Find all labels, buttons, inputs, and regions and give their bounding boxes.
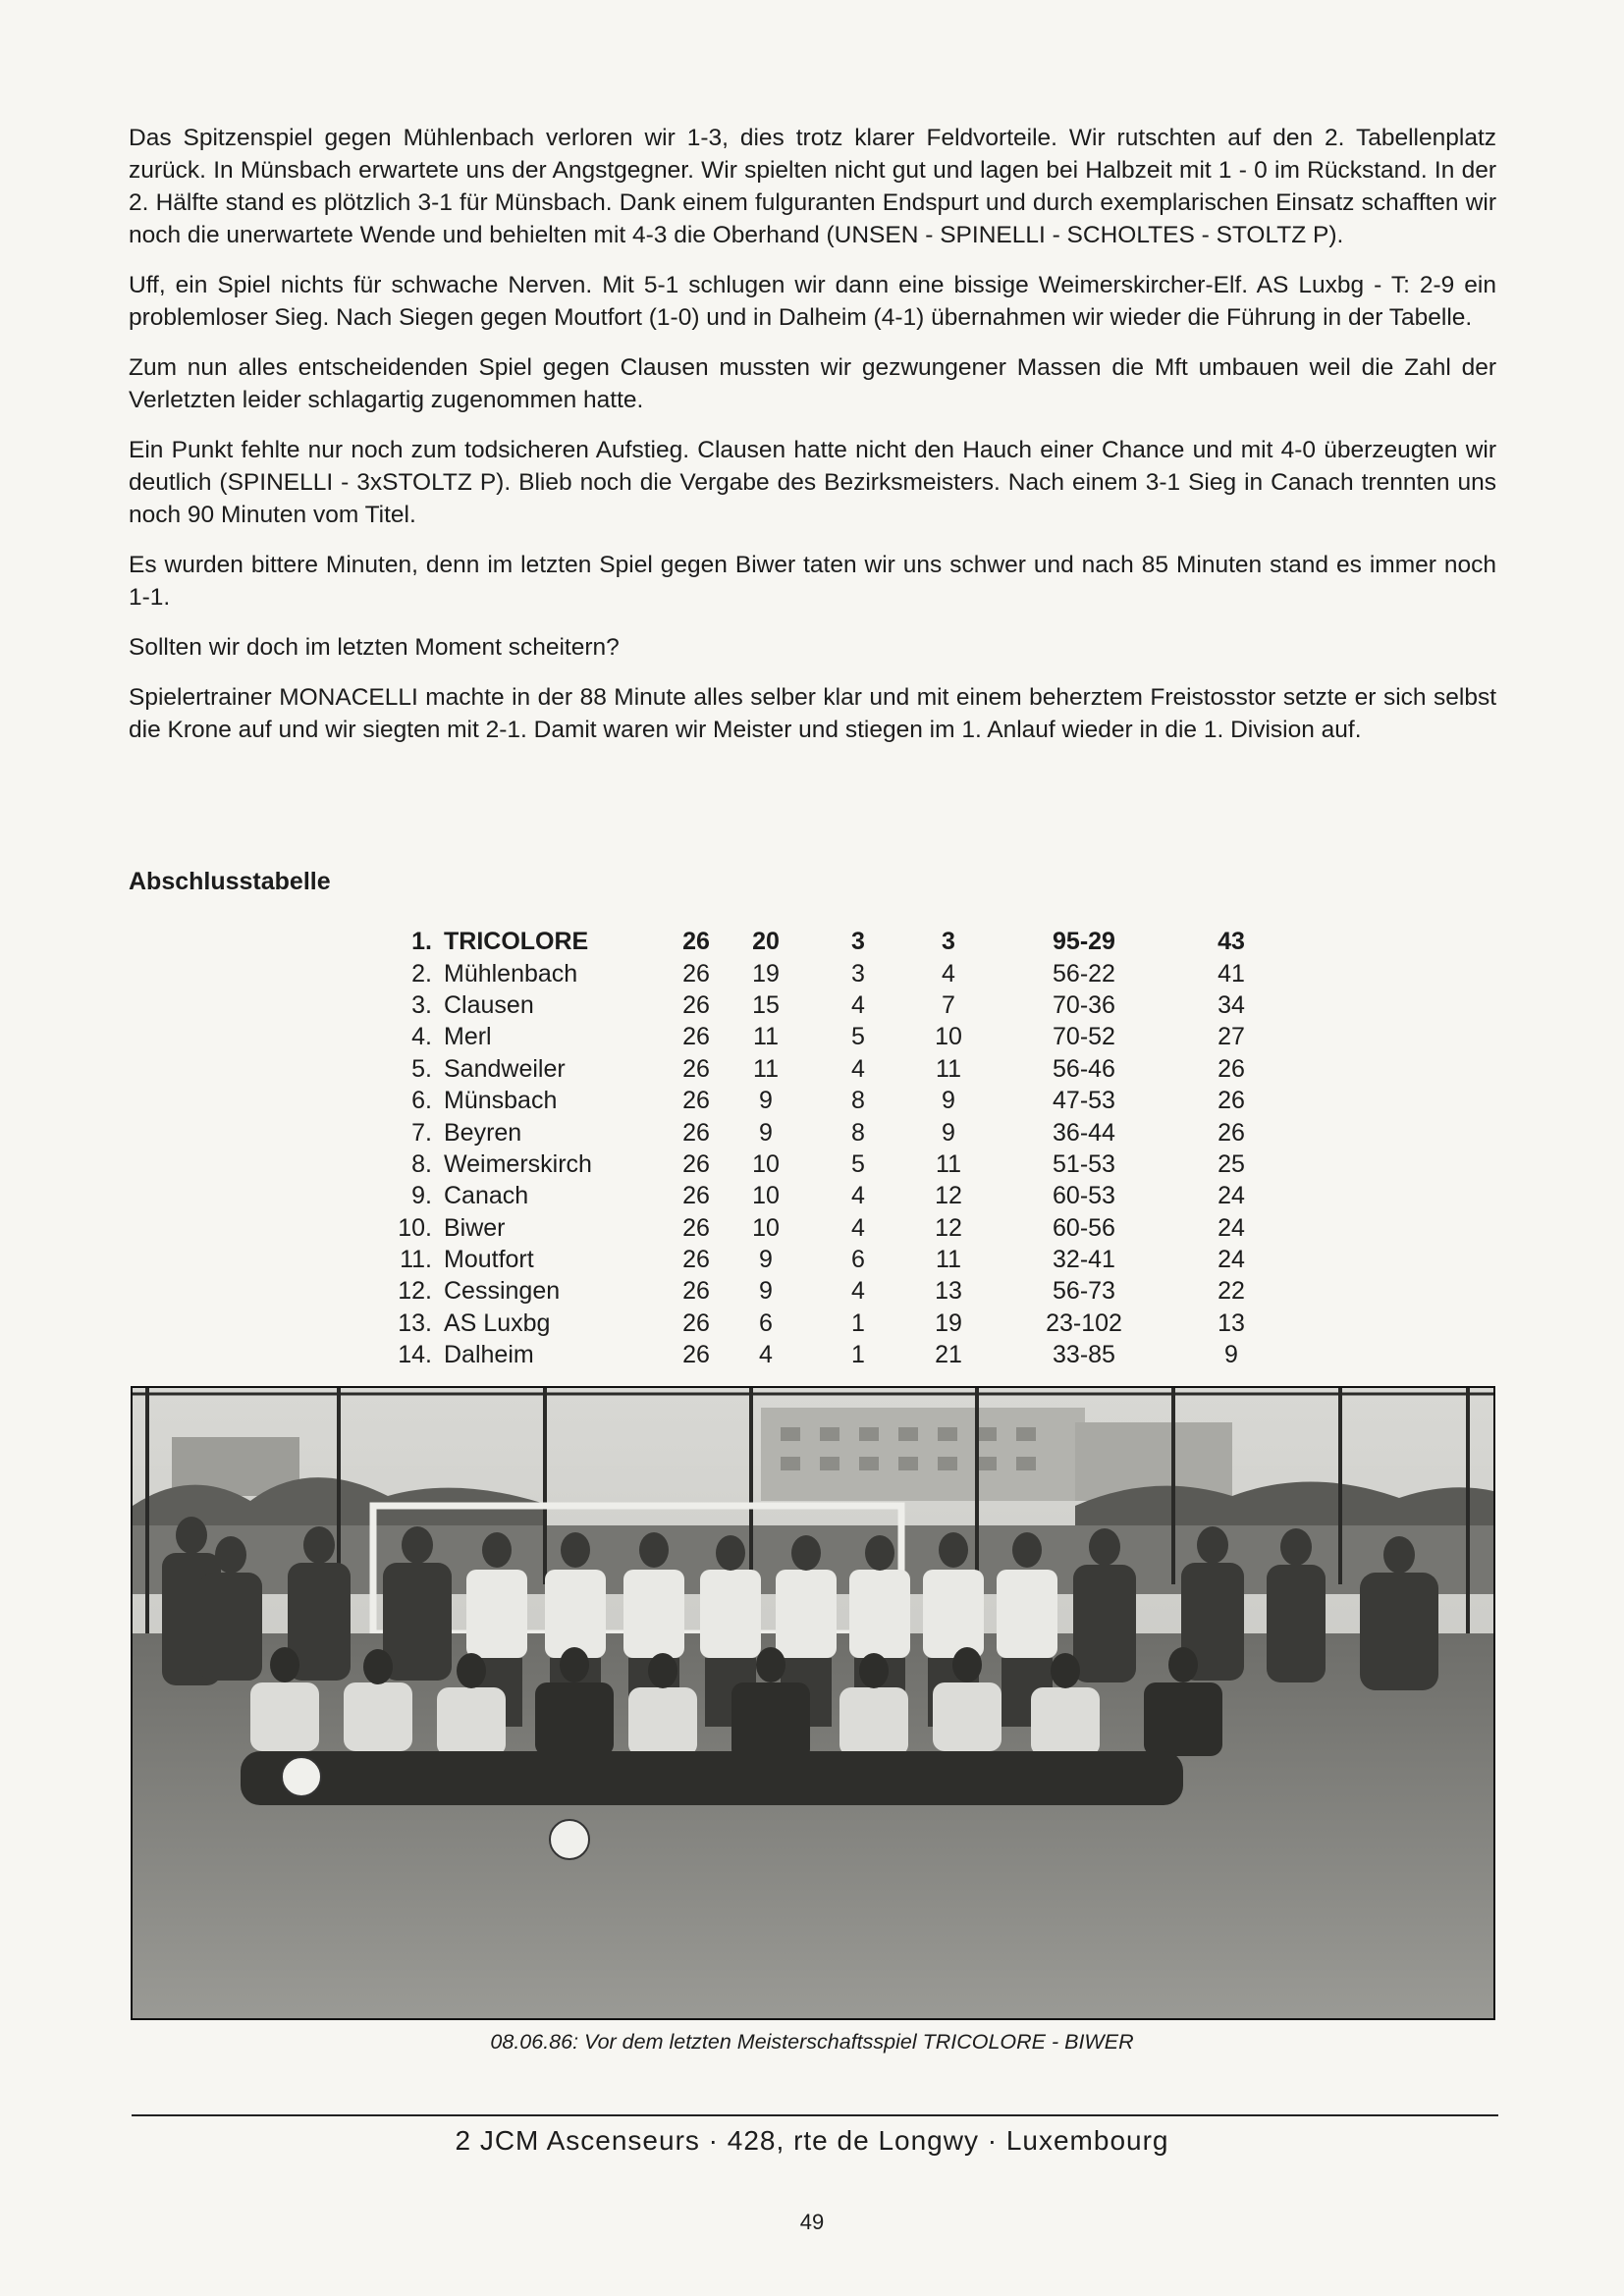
standings-rank: 14. [398,1341,432,1369]
paragraph: Das Spitzenspiel gegen Mühlenbach verloren wir 1-3, dies trotz klarer Feldvorteile. Wir rutschten auf den 2. Tabellenplatz zurück. In Münsbach erwartete uns der Angstgegner. Wir spielten nicht gut und lagen bei Halbzeit mit 1 - 0 im Rückstand. In der 2. Hälfte stand es plötzlich 3-1 für Münsbach. Dank einem fulguranten Endspurt und durch exemplarischen Einsatz schafften wir noch die unerwartete Wende und behielten mit 4-3 die Oberhand (UNSEN - SPINELLI - SCHOLTES - STOLTZ P). [129,125,1496,248]
standings-drawn: 3 [851,928,865,956]
standings-lost: 4 [942,959,955,988]
standings-team: Biwer [444,1213,506,1242]
standings-played: 26 [682,1023,710,1051]
team-photo [131,1386,1495,2020]
standings-rank: 8. [411,1149,432,1178]
standings-drawn: 4 [851,1182,865,1210]
standings-lost: 3 [942,928,955,956]
standings-played: 26 [682,1213,710,1242]
standings-team: Beyren [444,1118,522,1147]
standings-points: 34 [1218,990,1245,1019]
standings-team: Moutfort [444,1246,534,1274]
standings-points: 43 [1218,928,1245,956]
standings-won: 20 [752,928,780,956]
standings-title: Abschlusstabelle [129,868,331,895]
paragraph: Zum nun alles entscheidenden Spiel gegen Clausen mussten wir gezwungener Massen die Mft umbauen weil die Zahl der Verletzten leider schlagartig zugenommen hatte. [129,354,1496,413]
standings-drawn: 4 [851,990,865,1019]
standings-points: 25 [1218,1149,1245,1178]
standings-drawn: 6 [851,1246,865,1274]
standings-rank: 4. [411,1023,432,1051]
standings-lost: 11 [936,1149,961,1178]
page-number: 49 [799,2210,825,2234]
table-row [361,989,1290,1021]
paragraph: Sollten wir doch im letzten Moment scheitern? [129,634,620,661]
standings-team: Mühlenbach [444,959,578,988]
standings-goals: 33-85 [1053,1341,1115,1369]
standings-goals: 36-44 [1053,1118,1115,1147]
standings-played: 26 [682,1308,710,1337]
standings-won: 9 [759,1246,773,1274]
standings-played: 26 [682,1182,710,1210]
standings-goals: 60-53 [1053,1182,1115,1210]
standings-team: Dalheim [444,1341,534,1369]
standings-goals: 56-46 [1053,1054,1115,1083]
standings-points: 24 [1218,1246,1245,1274]
standings-won: 4 [759,1341,773,1369]
standings-points: 9 [1224,1341,1238,1369]
table-row [361,1212,1290,1244]
table-row [361,1085,1290,1116]
standings-points: 22 [1218,1277,1245,1306]
paragraph: Ein Punkt fehlte nur noch zum todsicheren Aufstieg. Clausen hatte nicht den Hauch einer Chance und mit 4-0 überzeugten wir deutlich (SPINELLI - 3xSTOLTZ P). Blieb noch die Vergabe des Bezirksmeisters. Nach einem 3-1 Sieg in Canach trennten uns noch 90 Minuten vom Titel. [129,437,1496,528]
standings-points: 26 [1218,1054,1245,1083]
standings-table [361,926,1290,1370]
standings-goals: 32-41 [1053,1246,1115,1274]
standings-points: 27 [1218,1023,1245,1051]
standings-lost: 7 [942,990,955,1019]
standings-drawn: 5 [851,1149,865,1178]
table-row [361,1021,1290,1052]
table-row [361,1339,1290,1370]
standings-won: 10 [752,1213,780,1242]
standings-played: 26 [682,959,710,988]
table-row [361,1308,1290,1339]
standings-played: 26 [682,1246,710,1274]
standings-goals: 47-53 [1053,1087,1115,1115]
standings-played: 26 [682,928,710,956]
paragraph: Uff, ein Spiel nichts für schwache Nerven. Mit 5-1 schlugen wir dann eine bissige Weimerskircher-Elf. AS Luxbg - T: 2-9 ein problemloser Sieg. Nach Siegen gegen Moutfort (1-0) und in Dalheim (4-1) übernahmen wir wieder die Führung in der Tabelle. [129,272,1496,331]
standings-won: 11 [753,1054,779,1083]
table-row [361,1053,1290,1085]
standings-points: 41 [1218,959,1245,988]
table-row [361,957,1290,988]
standings-lost: 12 [935,1182,962,1210]
table-row [361,1148,1290,1180]
paragraph: Es wurden bittere Minuten, denn im letzten Spiel gegen Biwer taten wir uns schwer und nach 85 Minuten stand es immer noch 1-1. [129,552,1496,611]
standings-won: 19 [752,959,780,988]
standings-lost: 9 [942,1118,955,1147]
standings-drawn: 8 [851,1118,865,1147]
standings-team: Münsbach [444,1087,558,1115]
standings-lost: 11 [936,1054,961,1083]
standings-lost: 19 [935,1308,962,1337]
standings-rank: 1. [411,928,432,956]
standings-points: 13 [1218,1308,1245,1337]
standings-lost: 11 [936,1246,961,1274]
table-row [361,1275,1290,1307]
standings-drawn: 4 [851,1277,865,1306]
standings-goals: 70-36 [1053,990,1115,1019]
standings-rank: 13. [398,1308,432,1337]
standings-team: Weimerskirch [444,1149,592,1178]
footer-advert: 2 JCM Ascenseurs · 428, rte de Longwy · Luxembourg [455,2125,1169,2156]
standings-goals: 23-102 [1046,1308,1122,1337]
standings-goals: 56-73 [1053,1277,1115,1306]
standings-rank: 9. [411,1182,432,1210]
standings-played: 26 [682,1054,710,1083]
standings-points: 24 [1218,1182,1245,1210]
standings-goals: 56-22 [1053,959,1115,988]
standings-rank: 11. [400,1246,432,1274]
standings-won: 10 [752,1182,780,1210]
standings-won: 11 [753,1023,779,1051]
standings-played: 26 [682,1341,710,1369]
photo-caption: 08.06.86: Vor dem letzten Meisterschaftsspiel TRICOLORE - BIWER [490,2030,1134,2054]
standings-goals: 60-56 [1053,1213,1115,1242]
article-body [129,122,1496,764]
standings-won: 9 [759,1277,773,1306]
standings-lost: 9 [942,1087,955,1115]
standings-drawn: 1 [851,1308,865,1337]
standings-lost: 21 [935,1341,962,1369]
standings-drawn: 8 [851,1087,865,1115]
standings-goals: 70-52 [1053,1023,1115,1051]
standings-team: Canach [444,1182,529,1210]
standings-won: 15 [752,990,780,1019]
standings-drawn: 1 [851,1341,865,1369]
standings-points: 24 [1218,1213,1245,1242]
standings-team: Merl [444,1023,492,1051]
table-row [361,926,1290,957]
standings-rank: 2. [411,959,432,988]
standings-drawn: 3 [851,959,865,988]
standings-team: Sandweiler [444,1054,566,1083]
standings-rank: 3. [411,990,432,1019]
table-row [361,1180,1290,1211]
standings-team: AS Luxbg [444,1308,551,1337]
standings-rank: 5. [411,1054,432,1083]
standings-team: Cessingen [444,1277,561,1306]
standings-team: Clausen [444,990,534,1019]
standings-goals: 51-53 [1053,1149,1115,1178]
standings-rank: 6. [411,1087,432,1115]
standings-won: 6 [759,1308,773,1337]
standings-won: 10 [752,1149,780,1178]
standings-points: 26 [1218,1087,1245,1115]
footer-divider [132,2114,1498,2116]
standings-lost: 13 [935,1277,962,1306]
standings-won: 9 [759,1087,773,1115]
standings-team: TRICOLORE [444,928,589,956]
table-row [361,1116,1290,1148]
standings-drawn: 4 [851,1054,865,1083]
standings-goals: 95-29 [1053,928,1115,956]
team-photo-image [133,1388,1493,2018]
paragraph: Spielertrainer MONACELLI machte in der 88 Minute alles selber klar und mit einem beherztem Freistosstor setzte er sich selbst die Krone auf und wir siegten mit 2-1. Damit waren wir Meister und stiegen im 1. Anlauf wieder in die 1. Division auf. [129,684,1496,743]
standings-won: 9 [759,1118,773,1147]
standings-drawn: 4 [851,1213,865,1242]
standings-played: 26 [682,1277,710,1306]
standings-lost: 10 [935,1023,962,1051]
standings-played: 26 [682,1087,710,1115]
standings-lost: 12 [935,1213,962,1242]
standings-rank: 12. [398,1277,432,1306]
standings-drawn: 5 [851,1023,865,1051]
standings-played: 26 [682,990,710,1019]
standings-points: 26 [1218,1118,1245,1147]
standings-rank: 7. [411,1118,432,1147]
table-row [361,1244,1290,1275]
standings-played: 26 [682,1149,710,1178]
standings-played: 26 [682,1118,710,1147]
standings-rank: 10. [398,1213,432,1242]
